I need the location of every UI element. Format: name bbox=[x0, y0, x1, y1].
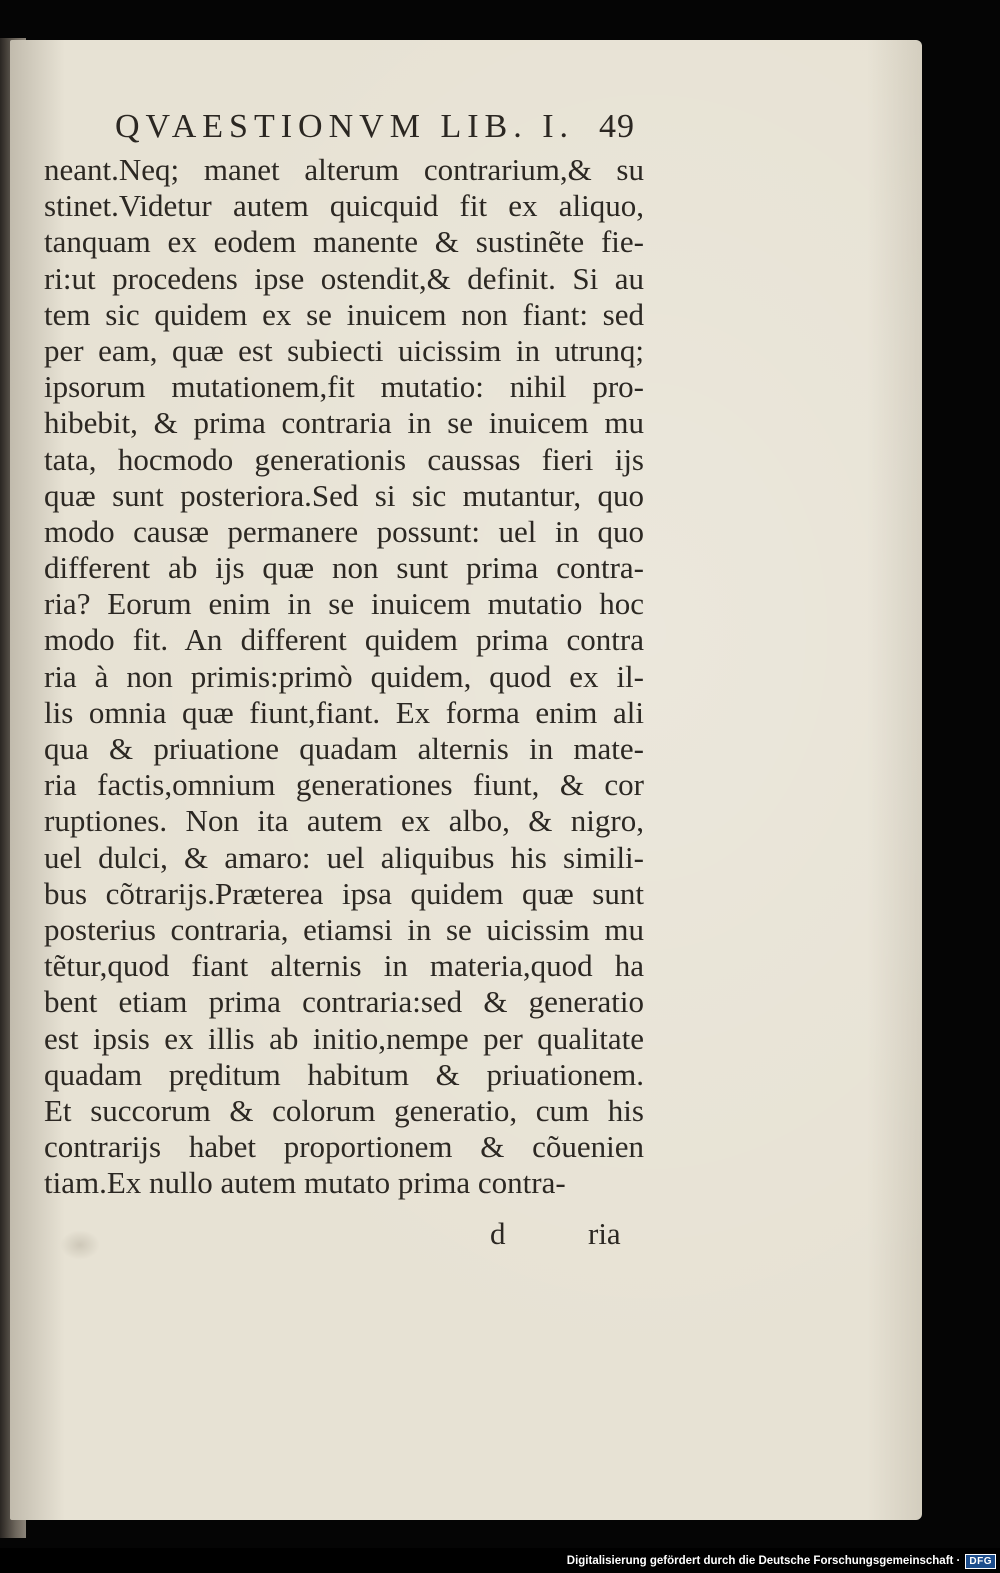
text-line: per eam, quæ est subiecti uicissim in utrunq; bbox=[44, 332, 644, 368]
text-line: modo causæ permanere possunt: uel in quo bbox=[44, 513, 644, 549]
text-line: contrarijs habet proportionem & cõuenien bbox=[44, 1129, 644, 1165]
text-line: quæ sunt posteriora.Sed si sic mutantur, quo bbox=[44, 477, 644, 513]
running-title: QVAESTIONVM LIB. I. bbox=[115, 108, 575, 145]
text-line: bus cõtrarijs.Præterea ipsa quidem quæ sunt bbox=[44, 875, 644, 911]
text-line: ipsorum mutationem,fit mutatio: nihil pro- bbox=[44, 369, 644, 405]
text-line: modo fit. An different quidem prima contra bbox=[44, 622, 644, 658]
text-line: quadam pręditum habitum & priuationem. bbox=[44, 1056, 644, 1092]
text-line: uel dulci, & amaro: uel aliquibus his simili- bbox=[44, 839, 644, 875]
text-line: stinet.Videtur autem quicquid fit ex aliquo, bbox=[44, 188, 644, 224]
running-header bbox=[115, 108, 635, 150]
text-line: lis omnia quæ fiunt,fiant. Ex forma enim ali bbox=[44, 694, 644, 730]
text-line: ria? Eorum enim in se inuicem mutatio hoc bbox=[44, 586, 644, 622]
text-line: tanquam ex eodem manente & sustinẽte fie- bbox=[44, 224, 644, 260]
catchword: ria bbox=[588, 1216, 621, 1251]
text-line: ria à non primis:primò quidem, quod ex il- bbox=[44, 658, 644, 694]
footer-credit: Digitalisierung gefördert durch die Deutsche Forschungsgemeinschaft · bbox=[566, 1555, 961, 1567]
text-line: ria factis,omnium generationes fiunt, & cor bbox=[44, 767, 644, 803]
text-line: bent etiam prima contraria:sed & generatio bbox=[44, 984, 644, 1020]
signature-mark: d bbox=[490, 1216, 506, 1251]
text-line: different ab ijs quæ non sunt prima contra- bbox=[44, 550, 644, 586]
text-line: ruptiones. Non ita autem ex albo, & nigro, bbox=[44, 803, 644, 839]
text-line: est ipsis ex illis ab initio,nempe per qualitate bbox=[44, 1020, 644, 1056]
text-line: tẽtur,quod fiant alternis in materia,quod ha bbox=[44, 948, 644, 984]
text-line: qua & priuatione quadam alternis in mate- bbox=[44, 731, 644, 766]
page-foot bbox=[0, 1216, 680, 1256]
digitization-footer bbox=[567, 1552, 996, 1570]
text-line: hibebit, & prima contraria in se inuicem mu bbox=[44, 405, 644, 441]
text-line: tata, hocmodo generationis caussas fieri ijs bbox=[44, 441, 644, 477]
dfg-logo: DFG bbox=[965, 1554, 996, 1569]
text-line: Et succorum & colorum generatio, cum his bbox=[44, 1092, 644, 1128]
page-number: 49 bbox=[599, 108, 635, 145]
body-text bbox=[44, 152, 644, 1201]
text-line: tiam.Ex nullo autem mutato prima contra- bbox=[44, 1165, 566, 1201]
text-line: neant.Neq; manet alterum contrarium,& su bbox=[44, 152, 644, 187]
text-line: posterius contraria, etiamsi in se uicissim mu bbox=[44, 911, 644, 947]
text-line: tem sic quidem ex se inuicem non fiant: sed bbox=[44, 296, 644, 332]
text-line: ri:ut procedens ipse ostendit,& definit. Si au bbox=[44, 260, 644, 296]
